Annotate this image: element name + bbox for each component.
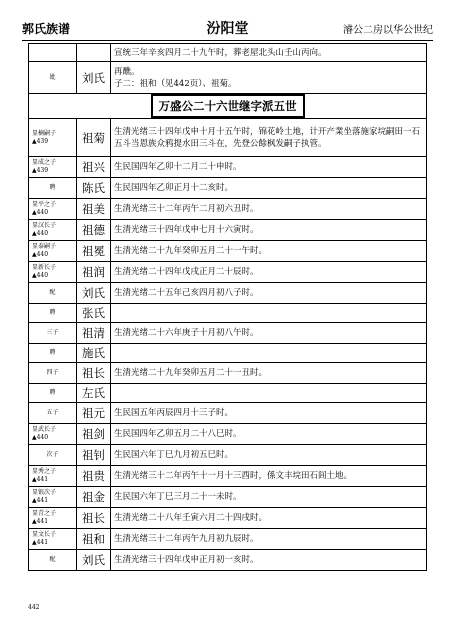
relation-cell: 三子 <box>29 323 77 344</box>
detail-cell <box>111 304 427 323</box>
table-row <box>29 178 427 199</box>
table-row <box>29 304 427 323</box>
name-cell: 祖美 <box>77 199 111 220</box>
name-cell: 祖元 <box>77 403 111 424</box>
table-row <box>29 529 427 550</box>
name-cell: 祖清 <box>77 323 111 344</box>
detail-line: 子二：祖和（见442页）、祖菊。 <box>114 78 237 89</box>
generation-banner: 万盛公二十六世继字派五世 <box>151 94 305 118</box>
detail-cell: 宣统三年辛亥四月二十九午时，葬老屋北头山壬山丙向。 <box>111 44 427 62</box>
table-row <box>29 220 427 241</box>
relation-cell: 显青之子 ▲441 <box>29 508 77 529</box>
name-cell: 祖贵 <box>77 466 111 487</box>
relation-cell: 聘 <box>29 304 77 323</box>
detail-cell: 生民国六年丁巳三月二十一未时。 <box>111 487 427 508</box>
rows-body <box>29 119 427 571</box>
detail-cell: 生清光绪三十四年戊申正月初一亥时。 <box>111 550 427 571</box>
relation-cell: 配 <box>29 283 77 304</box>
name-cell: 刘氏 <box>77 550 111 571</box>
detail-cell: 生清光绪三十二年丙午二月初六丑时。 <box>111 199 427 220</box>
table-row <box>29 384 427 403</box>
page-number: 442 <box>28 604 40 611</box>
detail-cell: 生清光绪二十九年癸卯五月二十一丑时。 <box>111 363 427 384</box>
relation-cell: 聘 <box>29 384 77 403</box>
name-cell: 祖兴 <box>77 157 111 178</box>
table-row <box>29 403 427 424</box>
name-cell: 张氏 <box>77 304 111 323</box>
relation-cell: 五子 <box>29 403 77 424</box>
detail-cell: 生清光绪二十五年己亥四月初八子时。 <box>111 283 427 304</box>
table-row <box>29 424 427 445</box>
table-row <box>29 445 427 466</box>
relation-cell: 显泰嗣子 ▲440 <box>29 241 77 262</box>
relation-cell: 聘 <box>29 344 77 363</box>
detail-cell: 生清光绪二十八年壬寅六月二十四戌时。 <box>111 508 427 529</box>
detail-cell: 生清光绪二十六年庚子十月初八午时。 <box>111 323 427 344</box>
name-cell: 祖冕 <box>77 241 111 262</box>
relation-cell: 显秀之子 ▲441 <box>29 466 77 487</box>
detail-cell: 生清光绪三十二年丙午十一月十三酉时，係文丰垸田石闾土地。 <box>111 466 427 487</box>
relation-cell: 显银次子 ▲441 <box>29 487 77 508</box>
relation-cell: 妣 <box>29 62 77 94</box>
table-row <box>29 62 427 94</box>
detail-cell: 生清光绪二十九年癸卯五月二十一午时。 <box>111 241 427 262</box>
table-row <box>29 157 427 178</box>
name-cell: 施氏 <box>77 344 111 363</box>
detail-cell: 生民国四年乙卯正月十二亥时。 <box>111 178 427 199</box>
name-cell: 祖钊 <box>77 445 111 466</box>
detail-line: 再醮。 <box>114 66 140 77</box>
header-title: 汾阳堂 <box>206 21 249 37</box>
name-cell: 祖长 <box>77 508 111 529</box>
name-cell: 左氏 <box>77 384 111 403</box>
relation-cell: 显文长子 ▲441 <box>29 529 77 550</box>
relation-cell: 显楠嗣子 ▲439 <box>29 119 77 157</box>
banner-row <box>29 94 427 119</box>
name-cell: 祖德 <box>77 220 111 241</box>
name-cell: 刘氏 <box>77 283 111 304</box>
table-row <box>29 44 427 62</box>
detail-cell: 生清光绪二十四年戊戌正月二十辰时。 <box>111 262 427 283</box>
name-cell: 祖润 <box>77 262 111 283</box>
name-cell: 祖剑 <box>77 424 111 445</box>
name-cell: 刘氏 <box>77 62 111 94</box>
detail-cell: 生民国五年丙辰四月十三子时。 <box>111 403 427 424</box>
header-right: 濬公二房以华公世纪 <box>343 25 433 36</box>
detail-cell: 生清光绪三十四年戊申七月十六寅时。 <box>111 220 427 241</box>
relation-cell: 配 <box>29 550 77 571</box>
relation-cell: 显成之子 ▲439 <box>29 157 77 178</box>
relation-cell: 次子 <box>29 445 77 466</box>
table-row <box>29 344 427 363</box>
table-row <box>29 262 427 283</box>
detail-cell: 生民国四年乙卯五月二十八巳时。 <box>111 424 427 445</box>
name-cell: 祖和 <box>77 529 111 550</box>
detail-cell: 生清光绪三十二年丙午九月初九辰时。 <box>111 529 427 550</box>
table-row <box>29 363 427 384</box>
detail-cell: 生清光绪三十四年戊申十月十五午时，锦花岭土地，计开产業坐落施家垸嗣田一石五斗当恩族众鸦提水田三斗在，先登公餘枫发嗣子执管。 <box>111 119 427 157</box>
relation-cell: 显新长子 ▲440 <box>29 262 77 283</box>
relation-cell: 显武长子 ▲440 <box>29 424 77 445</box>
table-row <box>29 199 427 220</box>
detail-cell <box>111 344 427 363</box>
table-row <box>29 119 427 157</box>
table-row <box>29 283 427 304</box>
table-row <box>29 487 427 508</box>
name-cell: 祖菊 <box>77 119 111 157</box>
relation-cell: 显汉长子 ▲440 <box>29 220 77 241</box>
name-cell <box>77 44 111 62</box>
name-cell: 祖金 <box>77 487 111 508</box>
table-row <box>29 550 427 571</box>
table-row <box>29 466 427 487</box>
header-left: 郭氏族谱 <box>22 22 71 36</box>
genealogy-table <box>28 43 427 571</box>
header-rule <box>22 40 433 41</box>
name-cell: 祖长 <box>77 363 111 384</box>
detail-cell: 生民国四年乙卯十二月二十申时。 <box>111 157 427 178</box>
page-header <box>0 0 455 44</box>
name-cell: 陈氏 <box>77 178 111 199</box>
detail-cell <box>111 384 427 403</box>
detail-cell <box>111 62 427 94</box>
table-row <box>29 508 427 529</box>
detail-cell: 生民国六年丁巳九月初五巳时。 <box>111 445 427 466</box>
relation-cell: 显平之子 ▲440 <box>29 199 77 220</box>
relation-cell: 四子 <box>29 363 77 384</box>
relation-cell <box>29 44 77 62</box>
table-row <box>29 323 427 344</box>
relation-cell: 聘 <box>29 178 77 199</box>
table-row <box>29 241 427 262</box>
